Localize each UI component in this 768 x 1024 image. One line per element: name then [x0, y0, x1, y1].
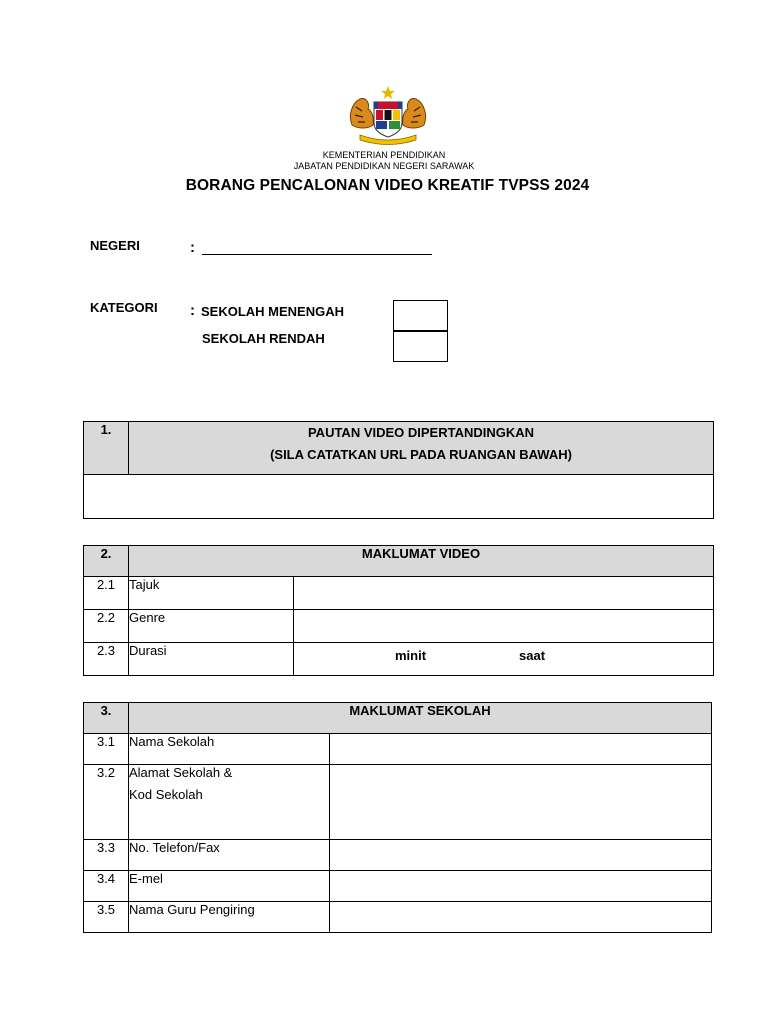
section-3-number: 3.: [84, 703, 129, 734]
row-number: 2.3: [84, 643, 129, 676]
field-label-nama-sekolah: Nama Sekolah: [129, 734, 330, 765]
genre-input[interactable]: [294, 610, 714, 643]
negeri-colon: :: [190, 239, 195, 256]
row-number: 3.4: [84, 871, 129, 902]
option-sekolah-rendah: SEKOLAH RENDAH: [202, 331, 325, 346]
row-number: 3.5: [84, 902, 129, 933]
field-label-durasi: Durasi: [129, 643, 294, 676]
section-2-table: [83, 545, 714, 676]
kategori-label: KATEGORI: [90, 300, 158, 315]
section-1-title-line2: (SILA CATATKAN URL PADA RUANGAN BAWAH): [270, 447, 572, 462]
negeri-label: NEGERI: [90, 238, 140, 253]
tajuk-input[interactable]: [294, 577, 714, 610]
durasi-input[interactable]: [294, 643, 714, 676]
coat-of-arms-logo: [346, 85, 430, 145]
row-number: 2.1: [84, 577, 129, 610]
section-1-table: [83, 421, 714, 519]
field-label-telefon: No. Telefon/Fax: [129, 840, 330, 871]
ministry-name: KEMENTERIAN PENDIDIKAN: [322, 150, 446, 160]
guru-pengiring-input[interactable]: [330, 902, 712, 933]
department-name: JABATAN PENDIDIKAN NEGERI SARAWAK: [293, 161, 475, 171]
section-2-number: 2.: [84, 546, 129, 577]
telefon-input[interactable]: [330, 840, 712, 871]
field-label-alamat-line1: Alamat Sekolah &: [129, 765, 233, 780]
field-label-kod-sekolah: Kod Sekolah: [129, 787, 203, 802]
minit-label: minit: [395, 648, 427, 663]
checkbox-sekolah-rendah[interactable]: [393, 331, 448, 362]
field-label-tajuk: Tajuk: [129, 577, 294, 610]
nama-sekolah-input[interactable]: [330, 734, 712, 765]
row-number: 3.1: [84, 734, 129, 765]
emel-input[interactable]: [330, 871, 712, 902]
saat-label: saat: [519, 648, 546, 663]
row-number: 2.2: [84, 610, 129, 643]
section-3-title: MAKLUMAT SEKOLAH: [129, 703, 712, 734]
option-sekolah-menengah: SEKOLAH MENENGAH: [201, 304, 345, 319]
row-number: 3.2: [84, 765, 129, 840]
section-3-table: [83, 702, 712, 933]
checkbox-sekolah-menengah[interactable]: [393, 300, 448, 331]
section-1-header: [129, 422, 714, 475]
kategori-colon: :: [190, 302, 195, 319]
field-label-emel: E-mel: [129, 871, 330, 902]
section-2-title: MAKLUMAT VIDEO: [129, 546, 714, 577]
alamat-sekolah-input[interactable]: [330, 765, 712, 840]
video-url-field[interactable]: [84, 475, 714, 519]
row-number: 3.3: [84, 840, 129, 871]
negeri-input-line[interactable]: [202, 254, 432, 255]
section-1-title-line1: PAUTAN VIDEO DIPERTANDINGKAN: [307, 425, 535, 440]
field-label-genre: Genre: [129, 610, 294, 643]
field-label-alamat-sekolah: [129, 765, 330, 840]
field-label-guru-pengiring: Nama Guru Pengiring: [129, 902, 330, 933]
section-1-number: 1.: [84, 422, 129, 475]
form-title: BORANG PENCALONAN VIDEO KREATIF TVPSS 2024: [185, 177, 590, 194]
